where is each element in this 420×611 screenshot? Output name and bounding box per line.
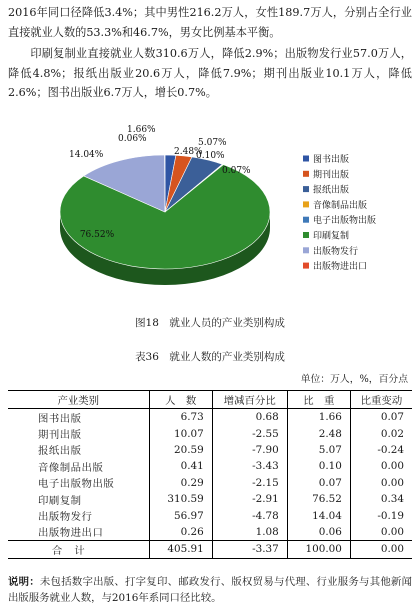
category-cell: 音像制品出版 (38, 461, 104, 474)
category-cell: 图书出版 (38, 412, 82, 425)
legend-swatch (303, 186, 309, 192)
category-cell: 期刊出版 (38, 429, 82, 442)
value-cell: 56.97 (149, 507, 212, 523)
value-cell: 6.73 (149, 409, 212, 426)
table-row (8, 442, 412, 458)
value-cell: 76.52 (287, 491, 350, 507)
pie-percent-label: 5.07% (198, 138, 227, 148)
table-row (8, 458, 412, 474)
value-cell: 0.41 (149, 458, 212, 474)
value-cell: 1.66 (287, 409, 350, 426)
value-cell: 0.06 (287, 524, 350, 541)
intro-paragraph-1: 2016年同口径降低3.4%；其中男性216.2万人，女性189.7万人，分别占全行业直接就业人数的53.3%和46.7%，男女比例基本平衡。 (8, 6, 412, 39)
legend-swatch (303, 156, 309, 162)
column-header: 增减百分比 (212, 391, 287, 409)
column-header: 产业类别 (8, 391, 149, 409)
intro-paragraph-2: 印刷复制业直接就业人数310.6万人，降低2.9%；出版物发行业57.0万人，降低4.8%；报纸出版业20.6万人，降低7.9%；期刊出版业10.1万人，降低2.6%；图书出版业6.7万人，增长0.7%。 (8, 47, 412, 99)
table-row (8, 524, 412, 541)
value-cell: 1.08 (212, 524, 287, 541)
value-cell: 14.04 (287, 507, 350, 523)
legend-swatch (303, 232, 309, 238)
category-cell: 电子出版物出版 (38, 478, 115, 491)
value-cell: 0.00 (350, 524, 412, 541)
table-row (8, 409, 412, 426)
pie-percent-label: 2.48% (174, 147, 203, 157)
legend-label: 期刊出版 (313, 170, 350, 181)
figure-caption: 图18 就业人员的产业类别构成 (135, 317, 285, 329)
table-row (8, 491, 412, 507)
legend-label: 报纸出版 (313, 185, 350, 196)
total-value: 0.00 (350, 541, 412, 558)
table-row (8, 425, 412, 441)
value-cell: -2.15 (212, 475, 287, 491)
legend-label: 电子出版物出版 (313, 216, 377, 227)
employment-table (8, 390, 412, 559)
pie-percent-label: 0.07% (222, 166, 251, 176)
value-cell: 310.59 (149, 491, 212, 507)
value-cell: -0.24 (350, 442, 412, 458)
pie-percent-label: 0.06% (118, 134, 147, 144)
table-row (8, 475, 412, 491)
table-header-row (8, 391, 412, 409)
legend-label: 图书出版 (313, 155, 350, 165)
legend-swatch (303, 247, 309, 253)
table-unit: 单位：万人，%，百分点 (300, 374, 408, 385)
total-value: -3.37 (212, 541, 287, 558)
value-cell: 0.26 (149, 524, 212, 541)
legend-label: 音像制品出版 (313, 200, 368, 211)
value-cell: 2.48 (287, 425, 350, 441)
note-label: 说明： (8, 576, 40, 588)
value-cell: 20.59 (149, 442, 212, 458)
value-cell: 5.07 (287, 442, 350, 458)
table-row (8, 507, 412, 523)
total-value: 100.00 (287, 541, 350, 558)
legend-label: 出版物进出口 (313, 262, 368, 273)
legend-swatch (303, 171, 309, 177)
legend-swatch (303, 263, 309, 269)
category-cell: 印刷复制 (38, 494, 82, 507)
value-cell: -4.78 (212, 507, 287, 523)
value-cell: -3.43 (212, 458, 287, 474)
total-value: 405.91 (149, 541, 212, 558)
value-cell: 10.07 (149, 425, 212, 441)
column-header: 人 数 (149, 391, 212, 409)
value-cell: -7.90 (212, 442, 287, 458)
table-note (8, 574, 412, 606)
pie-percent-label: 0.10% (196, 151, 225, 161)
value-cell: 0.07 (287, 475, 350, 491)
table-title: 表36 就业人数的产业类别构成 (135, 351, 285, 363)
legend-label: 印刷复制 (313, 231, 350, 242)
column-header: 比 重 (287, 391, 350, 409)
legend-label: 出版物发行 (313, 246, 359, 257)
table-total-row (8, 541, 412, 558)
legend-swatch (303, 201, 309, 207)
value-cell: 0.10 (287, 458, 350, 474)
value-cell: -2.55 (212, 425, 287, 441)
value-cell: 0.68 (212, 409, 287, 426)
column-header: 比重变动 (350, 391, 412, 409)
value-cell: 0.00 (350, 475, 412, 491)
value-cell: 0.29 (149, 475, 212, 491)
category-cell: 出版物发行 (38, 511, 93, 524)
pie-percent-label: 14.04% (69, 150, 104, 160)
value-cell: 0.00 (350, 458, 412, 474)
legend-swatch (303, 217, 309, 223)
value-cell: 0.07 (350, 409, 412, 426)
value-cell: -2.91 (212, 491, 287, 507)
pie-percent-label: 1.66% (127, 125, 156, 135)
value-cell: 0.02 (350, 425, 412, 441)
note-text: 未包括数字出版、打字复印、邮政发行、版权贸易与代理、行业服务与其他新闻出版服务就业人数，与2016年系同口径比较。 (8, 576, 413, 604)
category-cell: 报纸出版 (38, 445, 82, 458)
value-cell: 0.34 (350, 491, 412, 507)
value-cell: -0.19 (350, 507, 412, 523)
total-label: 合计 (8, 541, 149, 558)
category-cell: 出版物进出口 (38, 527, 104, 540)
pie-percent-label: 76.52% (79, 230, 115, 240)
pie-chart (0, 115, 420, 315)
